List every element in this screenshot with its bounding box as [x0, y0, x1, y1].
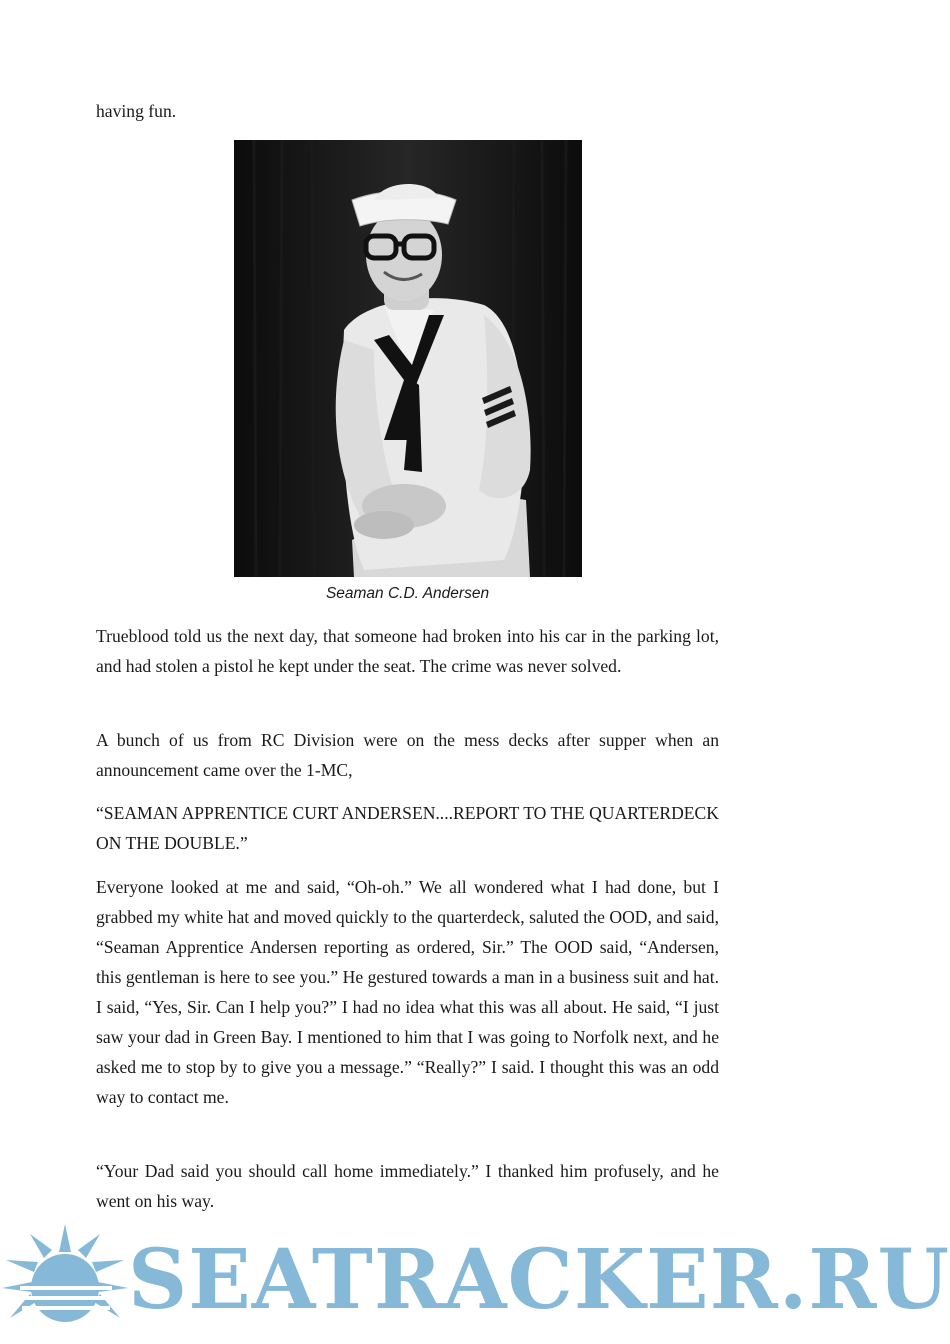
- watermark-text: SEATRACKER.RU: [128, 1232, 950, 1328]
- photo-caption: Seaman C.D. Andersen: [325, 585, 490, 602]
- paragraph: Trueblood told us the next day, that someone had broken into his car in the parking lot, and had stolen a pistol he kept under the seat. The crime was never solved.: [96, 626, 719, 676]
- sailor-photo: [234, 140, 582, 577]
- sun-logo-icon: [0, 1222, 130, 1344]
- lead-text: having fun.: [96, 101, 177, 121]
- paragraph: “SEAMAN APPRENTICE CURT ANDERSEN....REPORT TO THE QUARTERDECK ON THE DOUBLE.”: [96, 803, 719, 853]
- paragraph: “Your Dad said you should call home immediately.” I thanked him profusely, and he went on his way.: [96, 1161, 719, 1211]
- paragraph: Everyone looked at me and said, “Oh-oh.” We all wondered what I had done, but I grabbed my white hat and moved quickly to the quarterdeck, saluted the OOD, and said, “Seaman Apprentice Andersen reporting as ordered, Sir.” The OOD said, “Andersen, this gentleman is here to see you.” He gestured towards a man in a business suit and hat. I said, “Yes, Sir. Can I help you?” I had no idea what this was all about. He said, “I just saw your dad in Green Bay. I mentioned to him that I was going to Norfolk next, and he asked me to stop by to give you a message.” “Really?” I said. I thought this was an odd way to contact me.: [96, 877, 719, 1107]
- paragraph: A bunch of us from RC Division were on the mess decks after supper when an announcement came over the 1-MC,: [96, 730, 719, 780]
- sailor-portrait-image: [234, 140, 582, 577]
